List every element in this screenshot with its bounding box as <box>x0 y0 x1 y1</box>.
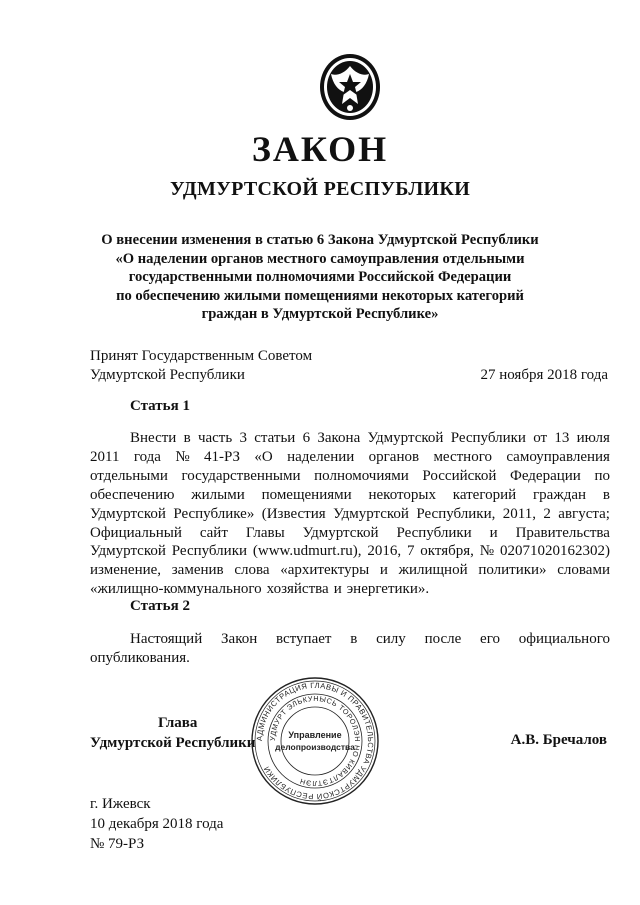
word: Настоящий <box>130 631 203 647</box>
word: официального <box>518 631 610 647</box>
document-title: ЗАКОН <box>251 129 389 169</box>
seal-outer-text: АДМИНИСТРАЦИЯ ГЛАВЫ И ПРАВИТЕЛЬСТВА УДМУРТСКОЙ РЕСПУБЛИКИ <box>254 680 376 802</box>
word: в <box>350 631 358 647</box>
word: Республики <box>450 430 526 446</box>
word: вступает <box>276 631 332 647</box>
word: в <box>602 486 610 503</box>
word: Правительства <box>515 524 610 541</box>
word: энергетики». <box>346 581 430 598</box>
word: 13 <box>554 430 570 446</box>
word: опубликования. <box>90 649 190 666</box>
word: политики» <box>478 562 547 579</box>
word: № <box>479 543 495 560</box>
word: словами <box>557 562 610 579</box>
word: октября, <box>420 543 474 560</box>
word: (www.udmurt.ru), <box>252 543 362 560</box>
word: (Известия <box>261 505 326 522</box>
heading-line: О внесении изменения в статью 6 Закона Удмуртской Республики <box>101 232 539 248</box>
adoption-date: 27 ноября 2018 года <box>480 367 608 383</box>
article-2-text <box>90 630 610 668</box>
heading-line: государственными полномочиями Российской Федерации <box>128 269 512 285</box>
text-line <box>90 630 610 649</box>
position-line: Глава <box>158 715 198 731</box>
word: Удмуртской <box>302 524 379 541</box>
word: Республики <box>396 524 472 541</box>
word: августа; <box>558 505 610 522</box>
text-line <box>90 580 610 599</box>
word: отдельными <box>90 467 168 484</box>
word: Официальный <box>90 524 182 541</box>
word: 41-РЗ <box>203 448 241 465</box>
footer-date: 10 декабря 2018 года <box>90 816 224 832</box>
word: силу <box>376 631 406 647</box>
word: года <box>133 448 161 465</box>
word: Российской <box>422 467 497 484</box>
word: некоторых <box>368 486 436 503</box>
word: Внести <box>130 430 177 446</box>
word: 6 <box>302 430 311 446</box>
text-line <box>90 649 610 668</box>
document-subtitle: УДМУРТСКОЙ РЕСПУБЛИКИ <box>169 178 471 200</box>
heading-line: по обеспечению жилыми помещениями некоторых категорий <box>116 287 524 304</box>
word: часть <box>197 430 233 446</box>
word: хозяйства <box>266 581 329 598</box>
word: граждан <box>533 486 587 503</box>
word: органов <box>368 448 420 465</box>
word: в <box>183 430 191 446</box>
word: Закона <box>317 430 361 446</box>
word: Удмуртской <box>367 430 444 446</box>
word: 3 <box>239 430 247 446</box>
word: Удмуртской <box>90 543 166 560</box>
word: обеспечению <box>90 486 175 503</box>
word: 2011, <box>502 505 536 522</box>
word: 2 <box>543 505 551 522</box>
word: Республике» <box>173 505 255 522</box>
article-2-title: Статья 2 <box>130 598 190 614</box>
word: помещениями <box>261 486 352 503</box>
article-1-title: Статья 1 <box>130 398 190 414</box>
word: № <box>175 448 190 465</box>
footer-city: г. Ижевск <box>90 796 151 812</box>
word: после <box>424 631 462 647</box>
adopted-line: Принят Государственным Советом <box>90 348 313 364</box>
word: слова <box>234 562 270 579</box>
word: жилищной <box>398 562 468 579</box>
word: июля <box>576 430 610 446</box>
document-footer <box>90 794 223 854</box>
word: Республики <box>171 543 248 560</box>
word: «жилищно-коммунального <box>90 581 262 598</box>
word: наделении <box>287 448 355 465</box>
position-line: Удмуртской Республики <box>90 735 256 751</box>
word: и <box>333 581 342 598</box>
footer-number: № 79-РЗ <box>90 836 145 852</box>
word: 02071020162302) <box>499 543 610 560</box>
word: его <box>480 631 500 647</box>
word: сайт <box>199 524 228 541</box>
official-seal-stamp <box>250 676 380 806</box>
text-line <box>90 524 610 543</box>
article-1-text <box>90 429 610 599</box>
adoption-block <box>90 347 608 385</box>
text-line <box>90 561 610 580</box>
adopted-line: Удмуртской Республики <box>90 367 245 383</box>
word: государственными <box>181 467 301 484</box>
signatory-position <box>90 713 255 753</box>
heading-line: граждан в Удмуртской Республике» <box>201 306 439 322</box>
word: Удмуртской <box>333 505 409 522</box>
word: местного <box>433 448 492 465</box>
word: 7 <box>406 543 415 560</box>
word: Удмуртской <box>90 505 166 522</box>
word: заменив <box>171 562 224 579</box>
word: от <box>533 430 548 446</box>
text-line <box>90 467 610 486</box>
word: полномочиями <box>314 467 409 484</box>
signatory-name: А.В. Бречалов <box>510 732 607 748</box>
word: и <box>489 524 498 541</box>
word: Федерации <box>509 467 581 484</box>
word: жилыми <box>191 486 245 503</box>
word: самоуправления <box>506 448 610 465</box>
seal-center-line: делопроизводства <box>275 742 355 752</box>
word: 2016, <box>367 543 402 560</box>
word: и <box>379 562 388 579</box>
word: по <box>594 467 610 484</box>
coat-of-arms-icon <box>318 52 382 122</box>
word: «О <box>254 448 273 465</box>
text-line <box>90 429 610 448</box>
seal-center-line: Управление <box>288 730 342 740</box>
word: «архитектуры <box>280 562 370 579</box>
law-heading <box>0 231 640 324</box>
heading-line: «О наделении органов местного самоуправления отдельными <box>115 250 525 267</box>
seal-inner-text: УДМУРТ ЭЛЬКУНЫСЬ ТОРОЛЭН НО КИВАЛТЭТЛЭН <box>267 693 363 789</box>
svg-text:УДМУРТ ЭЛЬКУНЫСЬ ТОРОЛЭН НО КИ <box>268 694 362 788</box>
word: Республики, <box>416 505 496 522</box>
word: Закон <box>221 631 258 647</box>
word: Главы <box>245 524 285 541</box>
text-line <box>90 542 610 561</box>
text-line <box>90 486 610 505</box>
text-line <box>90 505 610 524</box>
word: статьи <box>254 430 296 446</box>
word: изменение, <box>90 562 162 579</box>
word: 2011 <box>90 448 120 465</box>
text-line <box>90 448 610 467</box>
word: категорий <box>452 486 517 503</box>
